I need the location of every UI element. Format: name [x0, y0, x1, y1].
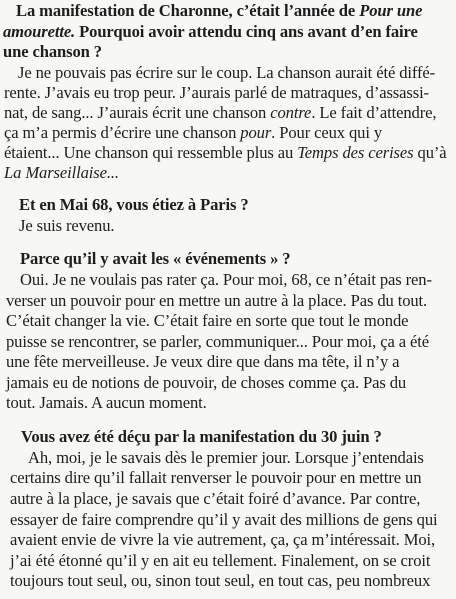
text-run: Oui. Je ne voulais pas rater ça. Pour moi, 68, ce n’était pas ren-	[20, 270, 432, 289]
answer-line	[4, 165, 119, 182]
answer-line	[19, 218, 114, 235]
italic-text: amourette.	[3, 22, 76, 41]
answer-line	[10, 491, 420, 508]
text-run: étaient... Une chanson qui ressemble plus au	[4, 143, 298, 162]
answer-line	[10, 553, 430, 570]
answer-line	[6, 354, 399, 371]
italic-text: Temps des cerises	[297, 143, 414, 162]
text-run: jamais eu de notions de pouvoir, de choses comme ça. Pas du	[6, 373, 407, 392]
text-run: toujours tout seul, ou, sinon tout seul, en tout cas, peu nombreux	[10, 571, 431, 590]
answer-line	[28, 450, 424, 467]
text-run: . Le fait d’attendre,	[311, 103, 437, 122]
answer-line	[6, 313, 408, 330]
text-run: qu’à	[413, 143, 447, 162]
answer-line	[4, 125, 382, 142]
text-run: verser un pouvoir pour en mettre un autre à la place. Pas du tout.	[6, 291, 428, 310]
text-run: une chanson ?	[3, 42, 102, 61]
answer-line	[6, 293, 427, 310]
answer-line	[4, 85, 429, 102]
text-run: certains dire qu’il fallait renverser le pouvoir pour en mettre un	[10, 468, 422, 487]
text-run: ça m’a permis d’écrire une chanson	[4, 123, 241, 142]
text-run: autre à la place, je savais que c’était foiré d’avance. Par contre,	[10, 489, 421, 508]
answer-line	[4, 105, 436, 122]
answer-line	[10, 573, 430, 590]
answer-line	[10, 532, 435, 549]
italic-text: pour	[240, 123, 272, 142]
question-line	[3, 44, 102, 61]
italic-text: La Marseillaise...	[4, 163, 119, 182]
question-line	[3, 24, 418, 41]
text-run: Ah, moi, je le savais dès le premier jour. Lorsque j’entendais	[28, 448, 424, 467]
answer-line	[20, 272, 432, 289]
answer-line	[6, 395, 207, 412]
italic-text: Pour une	[359, 1, 423, 20]
text-run: Et en Mai 68, vous étiez à Paris ?	[19, 195, 249, 214]
text-run: tout. Jamais. A aucun moment.	[6, 393, 207, 412]
text-run: nat, de sang... J’aurais écrit une chanson	[4, 103, 271, 122]
text-run: j’ai été étonné qu’il y en ait eu tellement. Finalement, on se croit	[10, 551, 431, 570]
text-run: Pourquoi avoir attendu cinq ans avant d’en faire	[75, 22, 418, 41]
question-line	[16, 3, 422, 20]
answer-line	[18, 65, 435, 82]
question-line	[20, 251, 291, 268]
italic-text: contre	[270, 103, 312, 122]
answer-line	[6, 375, 406, 392]
answer-line	[4, 145, 447, 162]
text-run: Parce qu’il y avait les « événements » ?	[20, 249, 291, 268]
text-run: C’était changer la vie. C’était faire en sorte que tout le monde	[6, 311, 409, 330]
text-run: . Pour ceux qui y	[271, 123, 383, 142]
answer-line	[10, 470, 421, 487]
text-run: Je suis revenu.	[19, 216, 115, 235]
question-line	[19, 197, 249, 214]
text-run: essayer de faire comprendre qu’il y avait des millions de gens qui	[10, 510, 438, 529]
text-run: puisse se rencontrer, se parler, communiquer... Pour moi, ça a été	[6, 332, 429, 351]
text-run: Je ne pouvais pas écrire sur le coup. La chanson aurait été diffé-	[18, 63, 436, 82]
text-run: La manifestation de Charonne, c’était l’année de	[16, 1, 360, 20]
text-run: une fête merveilleuse. Je veux dire que dans ma tête, il n’y a	[6, 352, 400, 371]
question-line	[21, 429, 382, 446]
answer-line	[6, 334, 429, 351]
answer-line	[10, 512, 438, 529]
text-run: Vous avez été déçu par la manifestation du 30 juin ?	[21, 427, 382, 446]
text-run: rente. J’avais eu trop peur. J’aurais parlé de matraques, d’assassi-	[4, 83, 429, 102]
text-run: avaient envie de vivre la vie autrement, ça, ça m’intéressait. Moi,	[10, 530, 436, 549]
